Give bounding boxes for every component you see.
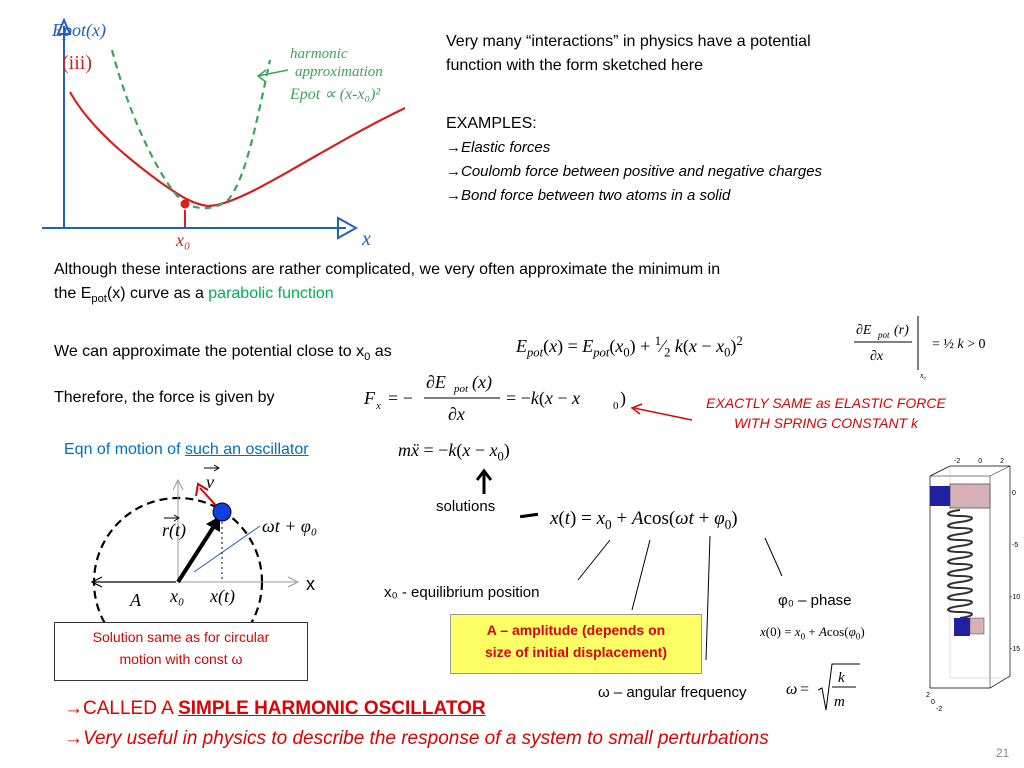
potential-equation: $E_{pot}(x) = E_{pot}(x_0)$ + $^1⁄_2$ $k(x - x_0)^2$: [516, 334, 743, 360]
force-text: Therefore, the force is given by: [54, 389, 275, 406]
sketch-ylabel: Epot(x): [52, 20, 106, 40]
equilibrium-label: x₀ - equilibrium position: [384, 584, 540, 601]
angular-frequency-label: ω – angular frequency: [598, 684, 747, 701]
x0-label: x₀: [170, 586, 185, 606]
svg-text:0: 0: [613, 400, 619, 412]
elastic-note: EXACTLY SAME as ELASTIC FORCE WITH SPRING CONSTANT k: [706, 395, 946, 431]
svg-text:= ½ k > 0: = ½ k > 0: [932, 337, 986, 352]
arrow-icon: →: [446, 163, 461, 180]
spring-bottom-ticks: 2 0 -2: [926, 692, 943, 713]
svg-text:pot: pot: [878, 330, 890, 340]
spring-top-ticks: -2 0 2: [954, 458, 1004, 465]
solutions-label: solutions: [436, 498, 496, 515]
dash-mark: [520, 513, 538, 518]
oscillator-link[interactable]: such an oscillator: [184, 441, 309, 458]
sho-title: SIMPLE HARMONIC OSCILLATOR: [178, 698, 486, 719]
svg-text:k: k: [838, 670, 845, 686]
amplitude-box: A – amplitude (depends on size of initial displacement): [450, 614, 702, 674]
radius-label: r(t): [162, 520, 186, 540]
sketch-note-2: approximation: [295, 64, 383, 80]
example-item: →Coulomb force between positive and negative charges: [446, 163, 823, 180]
example-item: →Elastic forces: [446, 139, 551, 156]
arrow-icon: →: [446, 139, 461, 156]
velocity-label: v: [206, 472, 214, 492]
useful-line: →Very useful in physics to describe the response of a system to small perturbations: [64, 728, 769, 749]
sketch-xlabel: x: [362, 228, 371, 250]
sketch-note-1: harmonic: [290, 46, 348, 62]
svg-text:m: m: [834, 694, 845, 710]
svg-text:pot: pot: [454, 383, 469, 395]
arrow-icon: →: [64, 698, 83, 719]
initial-condition-equation: $x(0) = x_0 + Acos(\varphi_0)$: [760, 624, 865, 642]
approximation-paragraph: [54, 258, 984, 311]
svg-text:∂E: ∂E: [856, 323, 872, 338]
svg-text:(x): (x): [472, 372, 492, 392]
spring-tick-5: -5: [1012, 542, 1019, 549]
omega-equation: [784, 660, 864, 716]
intro-text: [446, 30, 811, 78]
intro-line-1: Very many “interactions” in physics have a potential: [446, 33, 811, 50]
phase-label: φ₀ – phase: [778, 592, 852, 609]
svg-text:∂x: ∂x: [448, 404, 465, 424]
arrow-icon: →: [64, 728, 83, 749]
svg-text:= −k(x − x: = −k(x − x: [506, 388, 580, 408]
sketch-note-3: Epot ∝ (x-x₀)²: [290, 86, 381, 103]
amplitude-label: A: [130, 590, 141, 610]
svg-text:(r): (r): [894, 323, 909, 338]
spring-tick-0: 0: [1012, 490, 1016, 497]
intro-line-2: function with the form sketched here: [446, 57, 704, 74]
force-equation: [362, 366, 632, 428]
circular-motion-box: Solution same as for circular motion with const ω: [54, 622, 308, 681]
svg-text:): ): [620, 388, 626, 408]
examples-block: [446, 112, 822, 208]
called-line: →CALLED A SIMPLE HARMONIC OSCILLATOR: [64, 698, 486, 719]
svg-text:∂x: ∂x: [870, 349, 884, 364]
svg-text:x₀: x₀: [920, 371, 927, 380]
motion-equation: mẍ = $-k(x - x_0)$: [398, 440, 510, 464]
spring-plot: [920, 456, 1024, 710]
up-arrow-icon: [474, 468, 494, 496]
svg-text:x: x: [376, 400, 381, 412]
svg-text:=: =: [800, 681, 810, 698]
page-number: 21: [996, 746, 1010, 760]
axis-x-label: x: [306, 574, 315, 594]
para-line-2: the $E_{pot}(x)$ curve as a parabolic function: [54, 285, 334, 306]
svg-text:ω: ω: [786, 681, 798, 698]
arrow-icon: →: [446, 187, 461, 204]
examples-heading: EXAMPLES:: [446, 115, 537, 132]
parabolic-function-text: parabolic function: [208, 285, 334, 302]
svg-text:= −: = −: [388, 388, 413, 408]
approx-text: We can approximate the potential close to $x_0$ as: [54, 343, 392, 364]
second-derivative-condition: [848, 308, 1018, 383]
phase-angle-label: ωt + φ₀: [262, 516, 318, 536]
potential-sketch: [30, 10, 420, 255]
svg-text:∂E: ∂E: [426, 372, 446, 392]
xt-label: x(t): [210, 586, 235, 606]
svg-text:F: F: [364, 388, 375, 408]
example-item: →Bond force between two atoms in a solid: [446, 187, 731, 204]
para-line-1: Although these interactions are rather complicated, we very often approximate the minimum in: [54, 261, 721, 278]
solution-equation: $x(t) = x_0 + Acos(\omega t + \varphi_0)$: [550, 508, 738, 532]
spring-tick-10: -10: [1010, 594, 1021, 601]
spring-tick-15: -15: [1010, 646, 1021, 653]
sketch-roman: (iii): [62, 52, 92, 74]
sketch-x0: x₀: [176, 230, 191, 250]
eqn-motion-text: Eqn of motion of such an oscillator: [64, 441, 309, 458]
